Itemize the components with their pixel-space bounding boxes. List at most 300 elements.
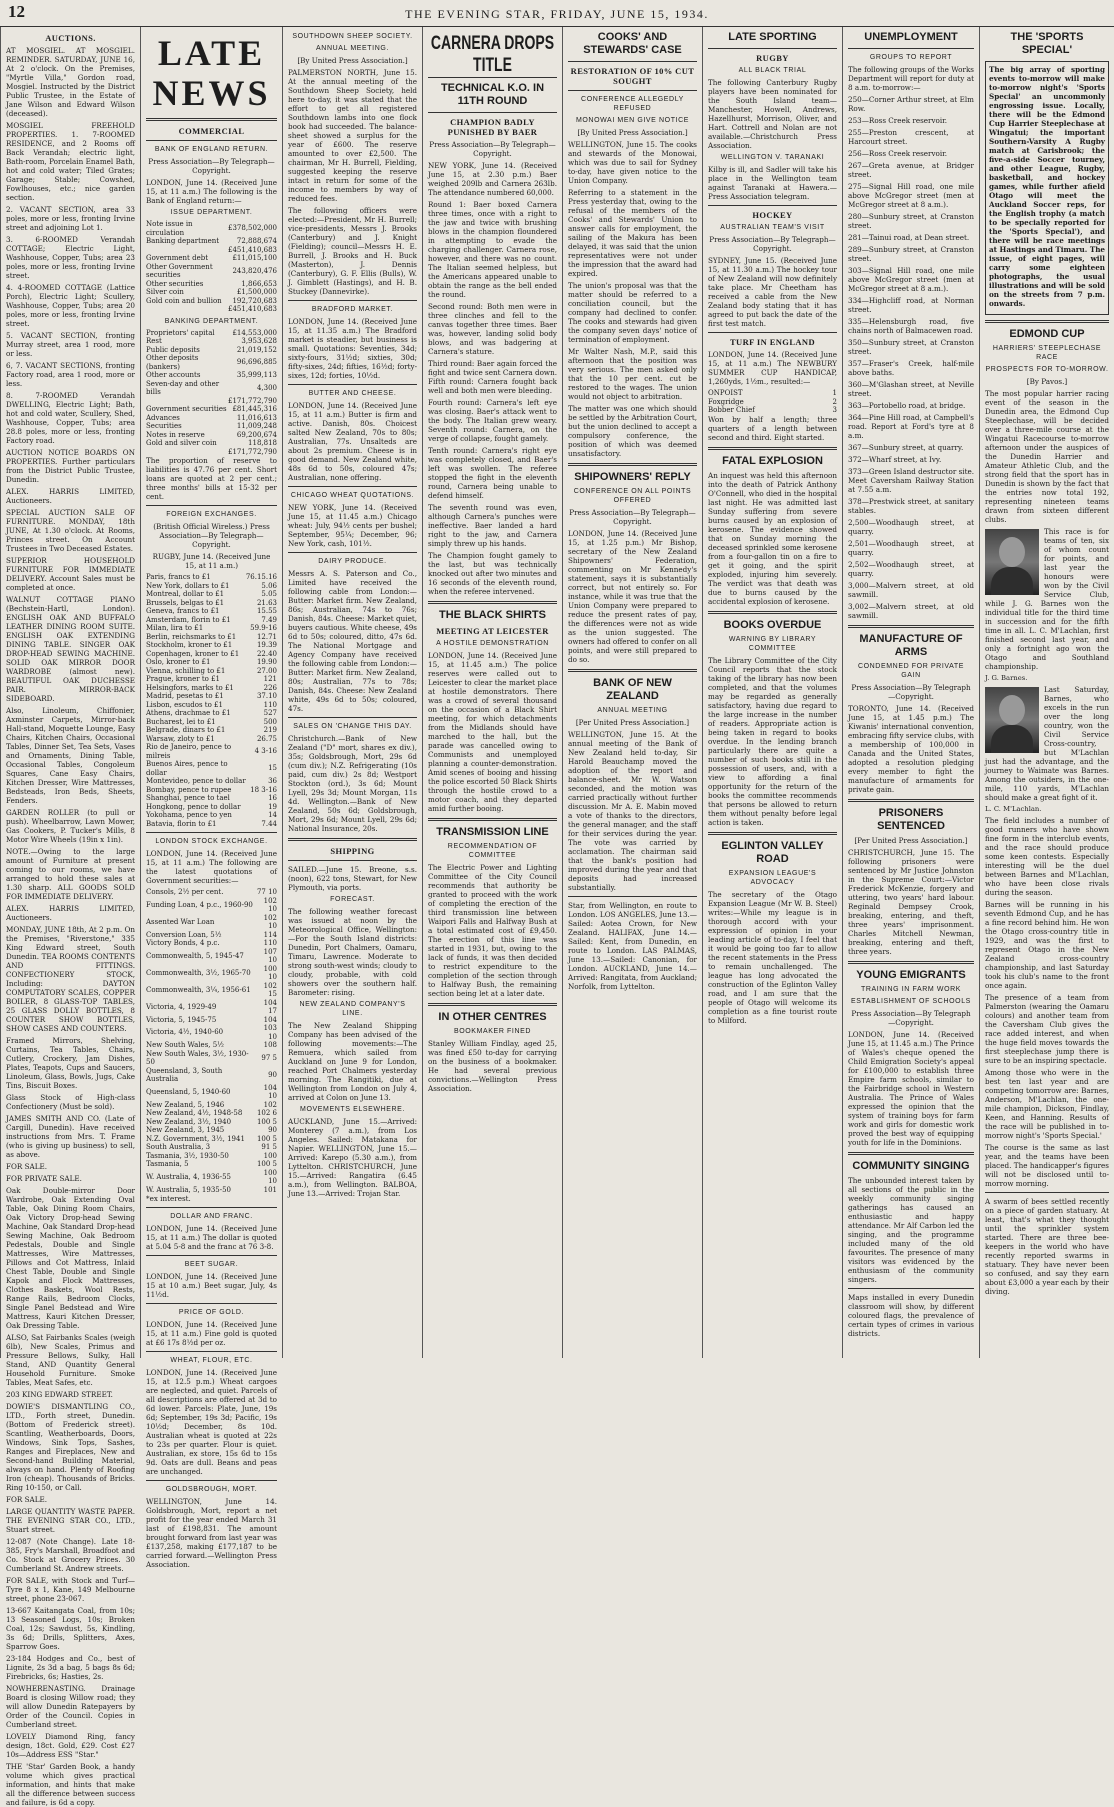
eglinton-title: EGLINTON VALLEY ROAD bbox=[721, 839, 824, 865]
hockey-subtitle: AUSTRALIAN TEAM'S VISIT bbox=[720, 224, 825, 231]
work-group-item: 289—Sunbury street, at Cranston street. bbox=[848, 245, 974, 263]
wellington-taranaki-title: WELLINGTON V. TARANAKI bbox=[720, 154, 825, 161]
work-group-item: 372—Wharf street, at Ivy. bbox=[848, 455, 942, 464]
work-group-item: 253—Ross Creek reservoir. bbox=[848, 116, 948, 125]
work-group-item: 350—Sunbury street, at Cranston street. bbox=[848, 338, 974, 356]
table-row bbox=[146, 786, 277, 795]
table-label: Conversion Loan, 5½ bbox=[146, 930, 222, 939]
table-value: 14 bbox=[268, 811, 277, 819]
table-label: W. Australia, 5, 1935-50 bbox=[146, 1185, 232, 1194]
table-label: Buenos Aires, pence to dollar bbox=[146, 760, 228, 777]
table-value: 110 bbox=[263, 700, 277, 709]
table-row bbox=[146, 305, 277, 314]
table-value: 527 bbox=[263, 709, 277, 717]
source-line: Press Association—By Telegraph—Copyright. bbox=[851, 1009, 971, 1027]
table-row bbox=[146, 1024, 277, 1041]
article-paragraph: The seventh round was even, although Carnera's punches were ineffective. Baer landed a hard right to the jaw, and Carnera simply threw up his hands. bbox=[428, 503, 557, 548]
auction-notice: AUCTION NOTICE BOARDS ON PROPERTIES. Further particulars from the District Public Trustee, Dunedin. bbox=[6, 448, 135, 484]
work-group-item: 275—Signal Hill road, one mile above McGregor street (men at McGregor street at 8 a.m.). bbox=[848, 182, 974, 209]
edmond-cup-subtitle-2: PROSPECTS FOR TO-MORROW. bbox=[985, 366, 1109, 373]
table-value: 12.71 bbox=[256, 632, 277, 641]
arms-subtitle: CONDEMNED FOR PRIVATE GAIN bbox=[857, 663, 965, 679]
work-group-item: 2,501—Woodhaugh street, at quarry. bbox=[848, 539, 974, 557]
table-row bbox=[146, 582, 277, 591]
table-value: £171,772,790 bbox=[228, 447, 277, 456]
table-row bbox=[146, 718, 277, 727]
table-row bbox=[146, 794, 277, 803]
barnes-text: This race is for teams of ten, six of whom count for points, and last year the honours were won by the Civil Service Club, while J. G. Barnes won the individual title for the third time in succession and for the fifth time in all. L. C. M'Lachlan, first finished second last year, and only a fortnight ago won the Otago and Southland championship. bbox=[985, 527, 1109, 671]
table-value: 18 3-16 bbox=[250, 785, 277, 794]
arms-text: TORONTO, June 14. (Received June 15, at 1.45 p.m.) The Kiwanis' international convention, embracing fifty service clubs, with a membership of 100,000 in Canada and the United States, adopted a resolution pledging every member to fight the manufacture of armaments for private gain. bbox=[848, 704, 974, 794]
table-label: Geneva, francs to £1 bbox=[146, 607, 220, 615]
dollar-franc-text: LONDON, June 14. (Received June 15, at 11 a.m.) The dollar is quoted at 5.04 5-8 and the franc at 76 3-8. bbox=[146, 1224, 277, 1251]
table-row bbox=[146, 965, 277, 982]
table-label bbox=[146, 448, 228, 457]
auction-notice: FOR SALE. bbox=[6, 1162, 47, 1171]
table-row bbox=[146, 439, 277, 448]
auction-notice: ALSO, Sat Fairbanks Scales (weigh 6lb), New Scales, Primus and Pressure Bellows, Sulky, Hall Stand, AND Quantity General Household Furniture. Smoke Tables, Meat Safes, etc. bbox=[6, 1333, 135, 1387]
work-group-item: 378—Prestwick street, at sanitary stables. bbox=[848, 497, 974, 515]
table-label: Tasmania, 5 bbox=[146, 1160, 189, 1168]
table-value: £378,502,000 bbox=[228, 224, 277, 233]
table-value: 59.9-16 bbox=[250, 624, 277, 632]
carnera-subheadline: TECHNICAL K.O. IN 11TH ROUND bbox=[440, 82, 545, 107]
table-label: Consols, 2½ per cent. bbox=[146, 888, 224, 896]
southdown-text: PALMERSTON NORTH, June 15. At the annual meeting of the Southdown Sheep Society, held here to-day, it was stated that the effort to get all registered Southdown lambs into one flock book had succeeded. The balance-sheet showed a surplus for the year of £600. The reserve amounted to over £2,500. The chairman, Mr H. Burrell, Fielding, suggested keeping the reserve intact in return for some of the income to members by way of reduced fees. bbox=[288, 68, 417, 203]
table-label: Other accounts bbox=[146, 371, 201, 379]
stock-intro: LONDON, June 14. (Received June 15, at 11 a.m.) The following are the latest quotations of Government securities:— bbox=[146, 849, 277, 885]
table-row bbox=[146, 573, 277, 582]
transmission-title: TRANSMISSION LINE bbox=[436, 826, 549, 838]
table-value: 107 10 bbox=[263, 947, 277, 964]
edmond-cup-title: EDMOND CUP bbox=[1009, 328, 1085, 340]
table-value: 103 10 bbox=[263, 1024, 277, 1041]
table-value: £81,445,316 bbox=[232, 405, 277, 413]
table-label: Warsaw, zloty to £1 bbox=[146, 734, 215, 743]
wheat-text: LONDON, June 14. (Received June 15, at 12.5 p.m.) Wheat cargoes are neglected, and quiet. Parcels of all descriptions are offered at 3d to 6d lower. Parcels: Plate, June, 19s 6d; September, 19s 3d; Pacific, 19s 10½d; December, 8s 10d. Australian wheat is quoted at 22s to 23s per quarter. Flour is quiet. Australian, ex store, 15s 6d to 15s 9d. Oats are dull. Beans and peas are unchanged. bbox=[146, 1368, 277, 1476]
table-value: 101 bbox=[263, 1185, 277, 1194]
auction-notice: WALNUT COTTAGE PIANO (Bechstein-Hartl, London). ENGLISH OAK AND BUFFALO LEATHER DINING ROOM SUITE. ENGLISH OAK EXTENDING DINING TABLE. SINGER OAK DROP-HEAD SEWING MACHINE. SOLID OAK MIRROR DOOR WARDROBE (almost new). BEAUTIFUL OAK DUCHESSE PAIR. MIRROR-BACK SIDEBOARD. bbox=[6, 595, 135, 703]
auction-notice: 5. VACANT SECTION, fronting Murray street, area 1 rood, more or less. bbox=[6, 331, 135, 358]
emigrants-text: LONDON, June 14. (Received June 15, at 11.45 a.m.) The Prince of Wales's cheque opened the Child Emigration Society's appeal for £100,000 to establish three Empire farm schools, similar to the Fairbridge school in Western Australia. The Prince of Wales expressed the opinion that the system of training boys for farm work and girls for domestic work proved the best way of equipping youth for life in the Dominions. bbox=[848, 1030, 974, 1147]
table-row bbox=[146, 431, 277, 440]
blackshirts-subtitle-2: A HOSTILE DEMONSTRATION bbox=[436, 640, 549, 647]
table-value: 97 5 bbox=[261, 1053, 277, 1062]
issue-department-table bbox=[146, 220, 277, 314]
auction-notice: NOWHERENASTING. Drainage Board is closing Willow road; they will allow Dunedin Ratepayers by Order of the Council. Copies in Cumberland street. bbox=[6, 1684, 135, 1729]
dairy-produce-text: Messrs A. S. Paterson and Co., Limited have received the following cable from London:—Butter: Market firm. New Zealand, 86s; Australian, 74s to 76s; Danish, 84s. Cheese: Market quiet, buyers cautious. White cheese, 49s 6d to 50s; coloured, ditto, 47s 6d. The National Mortgage and Agency Company have received the following cable from London:—Butter: Market firm. New Zealand, 80s; Australian, 77s to 78s; Danish, 84s. Cheese: New Zealand white, 49s 6d to 50s; coloured, 47s. bbox=[288, 569, 417, 713]
books-overdue-title: BOOKS OVERDUE bbox=[723, 618, 822, 631]
table-label: Vienna, schilling to £1 bbox=[146, 666, 226, 675]
table-label: New Zealand, 4½, 1948-58 bbox=[146, 1109, 243, 1117]
auction-notice: 23-184 Hodges and Co., best of Lignite, 2s 3d a bag, 5 bags 8s 6d; Firebricks, 6s; Hasties, 2s. bbox=[6, 1654, 135, 1681]
table-label: Queensland, 5, 1940-60 bbox=[146, 1087, 231, 1096]
table-row bbox=[146, 1101, 277, 1110]
table-label: ONPOIST bbox=[708, 389, 743, 397]
table-value: 100 10 bbox=[263, 1168, 277, 1185]
sales-on-change-text: Christchurch.—Bank of New Zealand ("D" mort, shares ex div.), 35s; Goldsbrough, Mort, 29s 6d (cum div.); N.Z. Refrigerating (10s paid, cum div.) 2s 8d; Westport Stockton (ord.), 3s 6d; Mount Lyell, 29s 3d; Mount Morgan, 11s 4d. Wellington.—Bank of New Zealand, 50s 6d; Goldsbrough, Mort, 29s 6d; Mount Lyell, 29s 6d; National Insurance, 20s. bbox=[288, 734, 417, 833]
auction-notice: SPECIAL AUCTION SALE OF FURNITURE. MONDAY, 18th JUNE, At 1.30 o'clock. At Rooms, Princes street. On Account Trustees in Two Deceased Estates. bbox=[6, 508, 135, 553]
edmond-cup-subtitle: HARRIERS' STEEPLECHASE RACE bbox=[992, 345, 1102, 361]
table-label: Note issue in circulation bbox=[146, 220, 193, 237]
chicago-wheat-text: NEW YORK, June 14. (Received June 15, at 11.45 a.m.) Chicago wheat: July, 94½ cents per bushel; September, 95¼; December, 96; New York, cash, 101½. bbox=[288, 503, 417, 548]
source-line: [Per United Press Association.] bbox=[575, 718, 690, 727]
table-label: Athens, drachmae to £1 bbox=[146, 709, 231, 717]
work-group-item: 3,002—Malvern street, at old sawmill. bbox=[848, 602, 974, 620]
carnera-headline: CARNERA DROPS TITLE bbox=[430, 30, 555, 76]
table-value: £451,410,683 bbox=[228, 305, 277, 313]
table-value: 90 bbox=[268, 1070, 277, 1079]
blackshirts-text: LONDON, June 14. (Received June 15, at 11.45 a.m.) The police reserves were called out to Leicester to clear the market place at hostile demonstrators. There was a crowd of several thousand on the occasion of a Black Shirt meeting, for which detachments from the Midlands should have marched to the hall, but the parade was cancelled owing to Communists and unemployed planning a counter-demonstration. Amid scenes of booing and hissing the police escorted 50 Black Shirts through the hostile crowd to a motor coach, and they departed amid further booing. bbox=[428, 651, 557, 813]
table-label: Securities bbox=[146, 422, 182, 430]
table-row bbox=[146, 897, 277, 914]
sales-on-change-title: SALES ON 'CHANGE THIS DAY. bbox=[293, 723, 412, 730]
table-row bbox=[146, 624, 277, 633]
article-paragraph: WELLINGTON, June 15. The cooks and stewards of the Monowai, which was due to sail for Sydney to-day, have given notice to the Union Company. bbox=[568, 140, 697, 185]
auction-notice: Oak Double-mirror Door Wardrobe, Oak Extending Oval Table, Oak Dining Room Chairs, Oak Victory Drop-head Sewing Machine, Oak Standard Drop-head Sewing Machine, Oak Bedroom Pedestals, Double and Single Mattresses, Wire Mattresses, Pillows and Cot Mattress, Inlaid Chest Table, Double and Single Kapok and Flock Mattresses, Clothes Baskets, Wool Rests, Range Rails, Bedroom Clocks, Single Panel Bedstead and Wire Mattress, Kauri Kitchen Dresser, Oak Dressing Table. bbox=[6, 1186, 135, 1330]
newspaper-title: THE EVENING STAR, FRIDAY, JUNE 15, 1934. bbox=[405, 7, 709, 21]
table-row bbox=[146, 948, 277, 965]
table-value: £1,500,000 bbox=[236, 288, 277, 296]
barnes-photo bbox=[985, 529, 1039, 595]
table-row bbox=[146, 1143, 277, 1152]
auction-notice: FOR SALE. bbox=[6, 1495, 47, 1504]
auction-notice: AT MOSGIEL. AT MOSGIEL. REMINDER. SATURDAY, JUNE 16, At 2 o'clock. On the Premises, "Myrtle Villa," Gordon road, Mosgiel. Instructed by the District Public Trustee, in the Estate of Jane Wilson and Edward Wilson (deceased). bbox=[6, 46, 135, 118]
work-group-item: 373—Green Island destructor site. Meet Caversham Railway Station at 7.55 a.m. bbox=[848, 467, 975, 494]
table-label: New South Wales, 3½, 1930-50 bbox=[146, 1049, 249, 1066]
bnz-title: BANK OF NEW ZEALAND bbox=[593, 677, 672, 702]
table-value: 121 bbox=[263, 675, 277, 683]
table-row bbox=[146, 820, 277, 829]
table-value: 11,009,248 bbox=[236, 422, 277, 430]
nzco-text: The New Zealand Shipping Company has been advised of the following movements:—The Remuera, which sailed from Auckland on June 9 for London, reached Port Chalmers yesterday morning. The Rangitiki, due at Wellington from London on July 4, arrived at Colon on June 13. bbox=[288, 1021, 417, 1102]
table-value: 5.05 bbox=[261, 590, 277, 598]
table-label: New Zealand, 3, 1945 bbox=[146, 1126, 225, 1134]
dollar-franc-title: DOLLAR AND FRANC. bbox=[170, 1213, 253, 1220]
table-label: W. Australia, 4, 1936-55 bbox=[146, 1172, 232, 1181]
table-label: Shanghai, pence to tael bbox=[146, 794, 230, 802]
stock-exchange-table bbox=[146, 888, 277, 1194]
column-cooks-stewards bbox=[562, 27, 702, 1358]
table-row bbox=[146, 1109, 277, 1118]
article-paragraph: Barnes will be running in his seventh Edmond Cup, and he has a fine record behind him. He won the Otago cross-country title in 1929, and was the first to represent Otago in the New Zealand cross-country championship, and last Saturday took his club's name to the front once again. bbox=[985, 900, 1109, 990]
goldsbrough-title: GOLDSBROUGH, MORT. bbox=[165, 1486, 258, 1493]
table-row bbox=[146, 650, 277, 659]
table-value: 36 bbox=[268, 777, 277, 785]
butter-cheese-title: BUTTER AND CHEESE. bbox=[308, 390, 397, 397]
table-row bbox=[146, 1186, 277, 1195]
prisoners-title: PRISONERS SENTENCED bbox=[877, 807, 945, 832]
turf-note: Won by half a length; three quarters of a length between second and third. Eight started. bbox=[708, 414, 837, 442]
rugby-title: RUGBY bbox=[756, 53, 789, 63]
table-row bbox=[146, 405, 277, 414]
table-row bbox=[146, 288, 277, 297]
shipowners-subtitle: CONFERENCE ON ALL POINTS OFFERED bbox=[573, 488, 692, 504]
source-line: [Per United Press Association.] bbox=[854, 836, 968, 845]
turf-title: TURF IN ENGLAND bbox=[729, 337, 816, 347]
table-row bbox=[146, 354, 277, 371]
beet-sugar-text: LONDON, June 14. (Received June 15 at 10 a.m.) Beet sugar, July, 4s 11½d. bbox=[146, 1272, 277, 1299]
auction-notice: GARDEN ROLLER (to pull or push). Wheelbarrow, Lawn Mower, Gas Cookers, P. Tucker's Mills, 8 Motor Wire Wheels (19in x 1in). bbox=[6, 808, 135, 844]
table-label: Other securities bbox=[146, 279, 204, 288]
table-row bbox=[146, 220, 277, 237]
table-row bbox=[146, 246, 277, 255]
table-row bbox=[146, 422, 277, 431]
table-value: 76.15.16 bbox=[245, 573, 277, 581]
gold-price-title: PRICE OF GOLD. bbox=[178, 1309, 245, 1316]
article-paragraph: Mr Walter Nash, M.P., said this afternoon that the position was very serious. The men asked only that the 10 per cent. cut be restored to the wages. The union would not object to arbitration. bbox=[568, 347, 697, 401]
table-label: Montreal, dollar to £1 bbox=[146, 590, 225, 598]
foreign-exchange-table bbox=[146, 573, 277, 828]
table-row bbox=[146, 811, 277, 820]
table-label: Other deposits (bankers) bbox=[146, 354, 199, 371]
forecast-text: The following weather forecast was issued at noon by the Meteorological Office, Wellington:—For the South Island districts: Dunedin, Port Chalmers, Oamaru, Timaru, Lawrence. Moderate to strong south-west winds; cloudy to cloudy, probable, with cold showers over the southern half. Barometer: rising. bbox=[288, 907, 417, 997]
table-label: New South Wales, 5½ bbox=[146, 1041, 224, 1049]
table-row bbox=[146, 616, 277, 625]
table-row bbox=[146, 641, 277, 650]
table-row bbox=[146, 684, 277, 693]
late-sporting-headline: LATE SPORTING bbox=[728, 31, 817, 43]
blackshirts-subtitle: MEETING AT LEICESTER bbox=[436, 626, 549, 636]
table-row bbox=[146, 701, 277, 710]
hockey-title: HOCKEY bbox=[752, 210, 793, 220]
auction-notice: 13-667 Kaitangata Coal, from 10s; 13 Seasoned Logs, 10s; Broken Coal, 12s; Sawdust, 5s, Kindling, 3s 6d; Drills, Splitters, Axes, Sparrow Goes. bbox=[6, 1606, 135, 1651]
table-value: £171,772,790 bbox=[228, 396, 277, 405]
mlachlan-caption: L. C. M'Lachlan. bbox=[985, 805, 1042, 813]
table-value: £451,410,683 bbox=[228, 245, 277, 254]
auction-notice: LOVELY Diamond Ring, fancy design, 18ct. Gold, £29. Cost £27 10s—Address ESS "Star." bbox=[6, 1732, 135, 1759]
table-value: £14,553,000 bbox=[232, 328, 277, 337]
table-value: 108 bbox=[263, 1041, 277, 1049]
column-unemployment bbox=[842, 27, 979, 1358]
table-label: Tasmania, 3½, 1930-50 bbox=[146, 1151, 229, 1160]
transmission-text: The Electric Power and Lighting Committee of the City Council recommends that authority be granted to proceed with the work of completing the erection of the third transmission line between Waipori Falls and Halfway Bush at a total estimated cost of £9,450. The erection of this line was started in 1931, but, owing to the lack of funds, it was then decided to restrict expenditure to the completion of the section through to Halfway Bush, the remaining section being let at a later date. bbox=[428, 863, 557, 998]
wheat-title: WHEAT, FLOUR, ETC. bbox=[170, 1357, 253, 1364]
table-row bbox=[146, 1126, 277, 1135]
article-paragraph: The course is the same as last year, and the teams have been placed. The handicapper's figures will not be disclosed until to-morrow morning. bbox=[985, 1143, 1109, 1188]
column-commercial bbox=[140, 27, 282, 1569]
prisoners-text: CHRISTCHURCH, June 15. The following prisoners were sentenced by Mr Justice Johnston in the Supreme Court:—Victor Frederick McKenzie, forgery and uttering, two years' hard labour. Reginald Dempsey Crook, breaking, entering, and theft, three years' imprisonment. Charles Mitchell Newman, breaking, entering and theft, three years. bbox=[848, 848, 974, 956]
article-paragraph: The union's proposal was that the matter should be referred to a conciliation council, but the company had declined to confer. The cooks and stewards had given the company seven days' notice of termination of employment. bbox=[568, 281, 697, 344]
blackshirts-title: THE BLACK SHIRTS bbox=[439, 609, 546, 621]
table-row bbox=[146, 371, 277, 380]
auction-notice: FOR PRIVATE SALE. bbox=[6, 1174, 82, 1183]
table-label: Stockholm, kroner to £1 bbox=[146, 641, 233, 649]
table-label: Government debt bbox=[146, 254, 209, 262]
other-centres-title: IN OTHER CENTRES bbox=[438, 1011, 547, 1023]
table-row bbox=[708, 398, 837, 407]
shipping-movements-text: Star, from Wellington, en route to London. LOS ANGELES, June 13.—Sailed: Aotea Crown, for New Zealand. HALIFAX, June 14.—Sailed: Kent, from Dunedin, en route to London. LAS PALMAS, June 13.—Sailed: Canonian, for London. AUCKLAND, June 14.—Arrived: Rangitata, from Auckland; Norfolk, from Lyttelton. bbox=[568, 901, 697, 991]
unemployment-headline: UNEMPLOYMENT bbox=[864, 31, 958, 43]
table-label bbox=[146, 397, 228, 406]
nzco-title: NEW ZEALAND COMPANY'S LINE. bbox=[299, 1001, 406, 1017]
groups-intro: The following groups of the Works Department will report for duty at 8 a.m. to-morrow:— bbox=[848, 65, 974, 92]
table-row bbox=[146, 1067, 277, 1084]
table-value: 243,820,476 bbox=[232, 266, 277, 275]
transmission-subtitle: RECOMMENDATION OF COMMITTEE bbox=[447, 843, 538, 859]
table-label: Yokohama, pence to yen bbox=[146, 811, 232, 819]
table-row bbox=[146, 999, 277, 1016]
table-label: Bucharest, lei to £1 bbox=[146, 717, 216, 726]
column-sports-special bbox=[979, 27, 1114, 1358]
table-row bbox=[146, 414, 277, 423]
source-line: Press Association—By Telegraph—Copyright. bbox=[429, 140, 556, 158]
table-row bbox=[146, 1152, 277, 1161]
table-label: Victoria, 4½, 1940-60 bbox=[146, 1028, 224, 1037]
auction-notice: THE 'Star' Garden Book, a handy volume which gives practical information, and hints that make all the difference between success and failure, is 6d a copy. bbox=[6, 1762, 135, 1807]
table-label: Madrid, pesetas to £1 bbox=[146, 692, 224, 700]
banking-department-table bbox=[146, 329, 277, 457]
table-label: Funding Loan, 4 p.c., 1960-90 bbox=[146, 900, 253, 909]
table-row bbox=[146, 1041, 277, 1050]
table-row bbox=[146, 667, 277, 676]
table-row bbox=[146, 329, 277, 338]
table-value: 4,300 bbox=[256, 383, 277, 392]
table-value: 69,200,674 bbox=[236, 430, 277, 439]
banking-department-title: BANKING DEPARTMENT. bbox=[164, 317, 259, 325]
table-value: 102 bbox=[263, 1100, 277, 1109]
maps-text: Maps installed in every Dunedin classroom will show, by different coloured flags, the prevalence of certain types of crimes in various districts. bbox=[848, 1293, 974, 1338]
table-value: 35,999,113 bbox=[236, 371, 277, 379]
gold-price-text: LONDON, June 14. (Received June 15, at 11 a.m.) Fine gold is quoted at £6 17s 8½d per oz. bbox=[146, 1320, 277, 1347]
edmond-article bbox=[985, 816, 1109, 1188]
work-group-item: 364—Pine Hill road, at Campbell's road. Report at Ford's tyre at 8 a.m. bbox=[848, 413, 974, 440]
table-row bbox=[146, 743, 277, 760]
table-row bbox=[146, 939, 277, 948]
bank-note: The proportion of reserve to liabilities is 47.76 per cent. Short loans are quoted at 2 per cent.; three months' bills at 15-32 per cent. bbox=[146, 456, 277, 501]
southdown-subtitle: ANNUAL MEETING. bbox=[316, 45, 389, 52]
table-value: 96,696,885 bbox=[236, 358, 277, 367]
table-row bbox=[708, 389, 837, 398]
table-row bbox=[146, 237, 277, 246]
table-value: 90 bbox=[268, 1126, 277, 1134]
table-value: 19 bbox=[268, 802, 277, 811]
bank-intro: LONDON, June 14. (Received June 15, at 11 a.m.) The following is the Bank of England return:— bbox=[146, 178, 277, 205]
table-label: Gold and silver coin bbox=[146, 439, 217, 447]
table-row bbox=[146, 297, 277, 306]
table-value: 102 15 bbox=[263, 981, 277, 998]
mlachlan-text: Last Saturday, Barnes, who excels in the run over the long country, won the Civil Service Cross-country, but M'Lachlan just had the advantage, and the journey to Waimate was Barnes. Among the outsiders, in the one-mile, 110 yards, M'Lachlan should make a great fight of it. bbox=[985, 685, 1109, 802]
forecast-title: FORECAST. bbox=[330, 896, 375, 903]
table-row bbox=[146, 397, 277, 406]
table-value: 104 10 bbox=[263, 1083, 277, 1100]
emigrants-title: YOUNG EMIGRANTS bbox=[856, 969, 966, 981]
table-value: 16 bbox=[268, 794, 277, 802]
work-group-item: 303—Signal Hill road, one mile above McGregor street (men at McGregor street at 8 a.m.). bbox=[848, 266, 974, 293]
table-row bbox=[146, 1118, 277, 1127]
fx-source: (British Official Wireless.) Press Association—By Telegraph—Copyright. bbox=[153, 522, 270, 549]
table-label: Notes in reserve bbox=[146, 430, 205, 439]
table-value: 100 5 bbox=[256, 1160, 277, 1168]
auction-notice: Also, Linoleum, Chiffonier, Axminster Carpets, Mirror-back Hall-stand, Moquette Lounge, Easy Chairs, Kitchen Chairs, Occasional Tables, Dinner Set, Tea Sets, Vases and Ornaments, Dining Table, Occasional Tables, Congoleum Squares, Cane Easy Chairs, Kitchen Dresser, Wire Mattresses, Bedsteads, Iron Beds, Sheets, Fenders. bbox=[6, 706, 135, 805]
article-paragraph: Tenth round: Carnera's right eye was completely closed, and Baer's left was swollen. The referee stopped the fight in the eleventh round, Carnera being unable to defend himself. bbox=[428, 446, 557, 500]
auction-notice: DOWIE'S DISMANTLING CO., LTD., Forth street, Dunedin. (Bottom of Frederick street). Scantling, Weatherboards, Doors, Windows, Sink Tops, Sashes, Ranges and Fireplaces, New and Second-hand Building Material, always on hand. Plenty of Roofing Iron (cheap). Thousands of Bricks. Ring 10-150, or Call. bbox=[6, 1402, 135, 1492]
table-row bbox=[146, 263, 277, 280]
table-value: 1,866,653 bbox=[241, 279, 277, 288]
table-label: South Australia, 3 bbox=[146, 1143, 211, 1151]
books-overdue-text: The Library Committee of the City Council reports that the stock taking of the library has now been completed, and that the volumes may be regarded as generally satisfactory, having due regard to the large increase in the number of readers. Appropriate action is being taken in regard to books overdue. In the lending branch particularly there are quite a number of such books still in the possession of users, and, with a view to affording a final opportunity for the return of the books the committee recommends that persons be allowed to return them without penalty before legal action is taken. bbox=[708, 655, 837, 827]
wellington-taranaki-text: Kilby is ill, and Sadler will take his place in the Wellington team against Taranaki at Hawera.—Press Association telegram. bbox=[708, 165, 837, 201]
article-paragraph: Fourth round: Carnera's left eye was closing. Baer's attack went to the body. The Italian grew weary. Seventh round: Carnera, on the verge of collapse, fought gamely. bbox=[428, 398, 557, 443]
masthead bbox=[0, 0, 1114, 27]
table-row bbox=[146, 633, 277, 642]
table-label: Banking department bbox=[146, 237, 220, 245]
table-label bbox=[146, 305, 228, 314]
community-singing-title: COMMUNITY SINGING bbox=[852, 1160, 970, 1172]
work-group-item: 281—Tainui road, at Dean street. bbox=[848, 233, 970, 242]
table-label: Paris, francs to £1 bbox=[146, 573, 211, 581]
auction-notice: FOR SALE, with Stock and Turf—Tyre 8 x 1, Kane, 149 Melbourne street, phone 23-067. bbox=[6, 1576, 135, 1603]
table-value: 226 bbox=[263, 683, 277, 692]
rugby-text: The following Canterbury Rugby players have been nominated for the South Island team—Manchester, Howell, Andrews, Hazellhurst, Morrison, Oliver, and Hart. Cottrell and Nolan are not available.—Christchurch Press Association. bbox=[708, 78, 837, 150]
table-label: Advances bbox=[146, 413, 180, 422]
table-label: Government securities bbox=[146, 405, 227, 413]
table-label: Victoria, 5, 1945-75 bbox=[146, 1015, 217, 1024]
table-value: 3 bbox=[832, 406, 837, 414]
table-value: 77 10 bbox=[256, 888, 277, 896]
barnes-caption: J. G. Barnes. bbox=[985, 674, 1028, 682]
table-value: 110 bbox=[263, 939, 277, 947]
bookmaker-subtitle: BOOKMAKER FINED bbox=[453, 1028, 532, 1035]
cooks-subheadline: RESTORATION OF 10% CUT SOUGHT bbox=[570, 66, 695, 86]
groups-subtitle: GROUPS TO REPORT bbox=[869, 54, 953, 61]
table-label: Milan, lira to £1 bbox=[146, 624, 204, 632]
auction-notice: NOTE.—Owing to the large amount of Furniture at present coming to our rooms, we have arranged to hold these sales at 1.30 sharp. ALL GOODS SOLD FOR IMMEDIATE DELIVERY. bbox=[6, 847, 135, 901]
table-label: Batavia, florin to £1 bbox=[146, 819, 217, 828]
table-value: 91 5 bbox=[261, 1143, 277, 1151]
goldsbrough-text: WELLINGTON, June 14. Goldsbrough, Mort, report a net profit for the year ended March 31 last of £198,831. The amount brought forward from last year was £137,258, making £177,187 to be carried forward.—Wellington Press Association. bbox=[146, 1497, 277, 1569]
table-label: Silver coin bbox=[146, 288, 184, 296]
table-label: Montevideo, pence to dollar bbox=[146, 777, 246, 785]
table-row bbox=[146, 1016, 277, 1025]
table-value: 37.10 bbox=[256, 692, 277, 700]
table-row bbox=[146, 254, 277, 263]
table-row bbox=[146, 888, 277, 897]
carnera-subheadline-2: CHAMPION BADLY PUNISHED BY BAER bbox=[447, 117, 538, 137]
table-label: Belgrade, dinars to £1 bbox=[146, 726, 226, 734]
article-paragraph: Round 1: Baer boxed Carnera three times, once with a right to the jaw and twice with brushing blows in the champion floundered in attempting to evade the charging challenger. Carnera rose, however, and there was no count. The Italian seemed helpless, but the Americans appeared unable to obtain the range as the bell ended the round. bbox=[428, 200, 557, 299]
auction-notice: 2. VACANT SECTION, area 33 poles, more or less, fronting Irvine street and adjoining Lot 1. bbox=[6, 205, 135, 232]
table-value: £11,015,100 bbox=[232, 254, 277, 262]
source-line: Press Association—By Telegraph—Copyright. bbox=[148, 157, 275, 175]
table-label: New York, dollars to £1 bbox=[146, 581, 230, 590]
page-number: 12 bbox=[8, 2, 25, 21]
table-label: Foxgridge bbox=[708, 397, 744, 406]
table-label: Oslo, kroner to £1 bbox=[146, 658, 211, 666]
emigrants-subtitle: TRAINING IN FARM WORK bbox=[860, 986, 962, 993]
community-singing-text: The unbounded interest taken by all sections of the public in the weekly community singing gatherings has caused an enthusiastic and happy attendance. Mr Alf Carbon led the singing, and the programme included many of the old favourites. The presence of many visitors was evidenced by the enthusiasm of the community singers. bbox=[848, 1176, 974, 1284]
auction-notice: 203 KING EDWARD STREET. bbox=[6, 1390, 113, 1399]
table-row bbox=[708, 406, 837, 415]
table-row bbox=[146, 337, 277, 346]
table-value: 102 6 bbox=[256, 1109, 277, 1117]
table-row bbox=[146, 1160, 277, 1169]
work-group-item: 3,000—Malvern street, at old sawmill. bbox=[848, 581, 974, 599]
table-value: 192,720,683 bbox=[232, 296, 277, 305]
table-row bbox=[146, 735, 277, 744]
table-label: Assented War Loan bbox=[146, 917, 215, 926]
work-group-item: 367—Sunbury street, at quarry. bbox=[848, 443, 964, 452]
article-paragraph: The field includes a number of good runners who have shown fine form in the interclub events, and the race should produce some keen contests. Especially interesting will be the duel between Barnes and M'Lachlan, who have been close rivals during the season. bbox=[985, 816, 1109, 897]
table-label bbox=[146, 246, 228, 255]
arms-title: MANUFACTURE OF ARMS bbox=[859, 633, 963, 658]
stock-exchange-title: LONDON STOCK EXCHANGE. bbox=[155, 838, 268, 845]
article-paragraph: NEW YORK, June 14. (Received June 15, at 2.30 p.m.) Baer weighed 209lb and Carnera 263lb. The attendance numbered 60,000. bbox=[428, 161, 557, 197]
table-value: 100 bbox=[263, 1151, 277, 1160]
auction-notice: Framed Mirrors, Shelving, Curtains, Tea Tables, Chairs, Cutlery, Crockery, Jam Dishes, Plates, Teapots, Cups and Saucers, Linoleum, Glass, Bowls, Jugs, Cake Tins, Biscuit Boxes. bbox=[6, 1036, 135, 1090]
fatal-explosion-title: FATAL EXPLOSION bbox=[722, 454, 823, 467]
column-carnera bbox=[422, 27, 562, 1358]
